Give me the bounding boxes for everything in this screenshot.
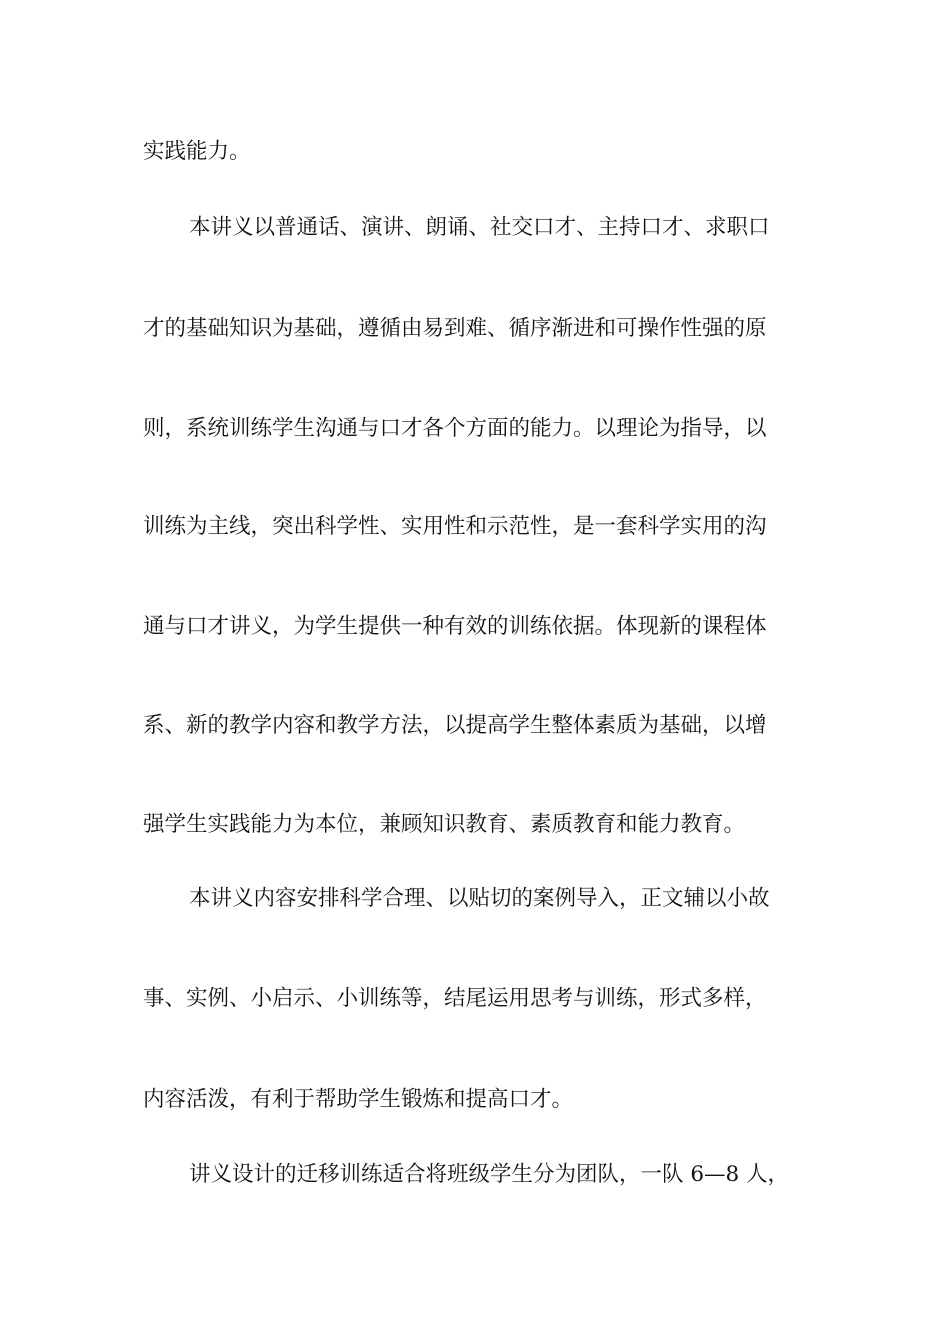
text-line-1: 实践能力。 — [143, 139, 251, 164]
text-line-4: 则，系统训练学生沟通与口才各个方面的能力。以理论为指导，以 — [143, 416, 767, 441]
text-line-5: 训练为主线，突出科学性、实用性和示范性，是一套科学实用的沟 — [143, 514, 767, 539]
text-line-2: 本讲义以普通话、演讲、朗诵、社交口才、主持口才、求职口 — [189, 215, 770, 240]
text-line-7: 系、新的教学内容和教学方法，以提高学生整体素质为基础，以增 — [143, 713, 767, 738]
text-line-10: 事、实例、小启示、小训练等，结尾运用思考与训练，形式多样， — [143, 986, 767, 1011]
text-line-12: 讲义设计的迁移训练适合将班级学生分为团队，一队 6—8 人， — [189, 1162, 790, 1187]
text-line-3: 才的基础知识为基础，遵循由易到难、循序渐进和可操作性强的原 — [143, 316, 767, 341]
text-line-6: 通与口才讲义，为学生提供一种有效的训练依据。体现新的课程体 — [143, 614, 767, 639]
text-line-9: 本讲义内容安排科学合理、以贴切的案例导入，正文辅以小故 — [189, 886, 770, 911]
text-line-11: 内容活泼，有利于帮助学生锻炼和提高口才。 — [143, 1087, 574, 1112]
text-line-8: 强学生实践能力为本位，兼顾知识教育、素质教育和能力教育。 — [143, 812, 746, 837]
